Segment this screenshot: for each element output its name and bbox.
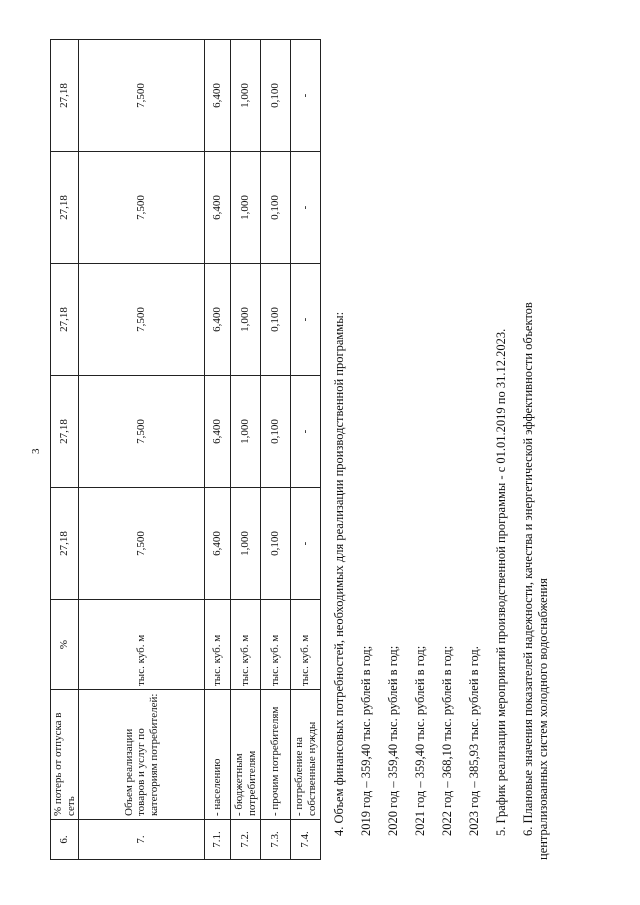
row-unit: тыс. куб. м [231, 600, 261, 690]
row-number: 7.1. [205, 820, 231, 860]
value-cell: 1,000 [231, 152, 261, 264]
row-unit: тыс. куб. м [79, 600, 205, 690]
row-number: 7. [79, 820, 205, 860]
row-name: - бюджетным потребителям [231, 690, 261, 820]
value-cell: - [291, 488, 321, 600]
page-number: 3 [30, 448, 42, 454]
row-number: 7.3. [261, 820, 291, 860]
value-cell: 0,100 [261, 376, 291, 488]
section-5-schedule: 5. График реализации мероприятий производственной программы - с 01.01.2019 по 31.12.2023. [494, 328, 508, 836]
value-cell: - [291, 264, 321, 376]
value-cell: 6,400 [205, 40, 231, 152]
value-cell: 1,000 [231, 376, 261, 488]
value-cell: - [291, 152, 321, 264]
row-unit: тыс. куб. м [205, 600, 231, 690]
section-6-line-1: 6. Плановые значения показателей надежности, качества и энергетической эффективности объектов [521, 302, 535, 836]
value-cell: 0,100 [261, 264, 291, 376]
row-unit: % [51, 600, 79, 690]
table-row [205, 40, 231, 860]
production-program-table [50, 39, 321, 860]
value-cell: 1,000 [231, 40, 261, 152]
value-cell: 6,400 [205, 264, 231, 376]
financing-2020: 2020 год – 359,40 тыс. рублей в год; [386, 645, 400, 836]
row-name: - прочим потребителям [261, 690, 291, 820]
value-cell: 27,18 [51, 40, 79, 152]
value-cell: 27,18 [51, 152, 79, 264]
value-cell: 1,000 [231, 488, 261, 600]
value-cell: 7,500 [79, 152, 205, 264]
table-row [261, 40, 291, 860]
value-cell: 27,18 [51, 264, 79, 376]
value-cell: 1,000 [231, 264, 261, 376]
value-cell: 7,500 [79, 376, 205, 488]
row-name: Объем реализации товаров и услуг по категориям потребителей: [79, 690, 205, 820]
row-name: - населению [205, 690, 231, 820]
financing-2019: 2019 год – 359,40 тыс. рублей в год; [359, 645, 373, 836]
financing-2023: 2023 год – 385,93 тыс. рублей в год. [467, 646, 481, 836]
program-text [332, 40, 563, 860]
table-row [79, 40, 205, 860]
table-row [51, 40, 79, 860]
table-row [231, 40, 261, 860]
row-number: 6. [51, 820, 79, 860]
value-cell: 6,400 [205, 152, 231, 264]
row-unit: тыс. куб. м [291, 600, 321, 690]
financing-2022: 2022 год – 368,10 тыс. рублей в год; [440, 645, 454, 836]
table-row [291, 40, 321, 860]
row-number: 7.2. [231, 820, 261, 860]
value-cell: - [291, 376, 321, 488]
value-cell: 7,500 [79, 40, 205, 152]
value-cell: 27,18 [51, 488, 79, 600]
value-cell: 27,18 [51, 376, 79, 488]
value-cell: 0,100 [261, 488, 291, 600]
value-cell: 6,400 [205, 488, 231, 600]
financing-2021: 2021 год – 359,40 тыс. рублей в год; [413, 645, 427, 836]
row-name: - потребление на собственные нужды [291, 690, 321, 820]
value-cell: 0,100 [261, 40, 291, 152]
value-cell: - [291, 40, 321, 152]
section-4-heading: 4. Объем финансовых потребностей, необходимых для реализации производственной программы: [332, 311, 346, 836]
row-unit: тыс. куб. м [261, 600, 291, 690]
value-cell: 0,100 [261, 152, 291, 264]
row-name: % потерь от отпуска в сеть [51, 690, 79, 820]
value-cell: 6,400 [205, 376, 231, 488]
rotated-content [50, 40, 610, 860]
section-6-line-2: централизованных систем холодного водоснабжения [536, 578, 550, 860]
row-number: 7.4. [291, 820, 321, 860]
value-cell: 7,500 [79, 264, 205, 376]
value-cell: 7,500 [79, 488, 205, 600]
